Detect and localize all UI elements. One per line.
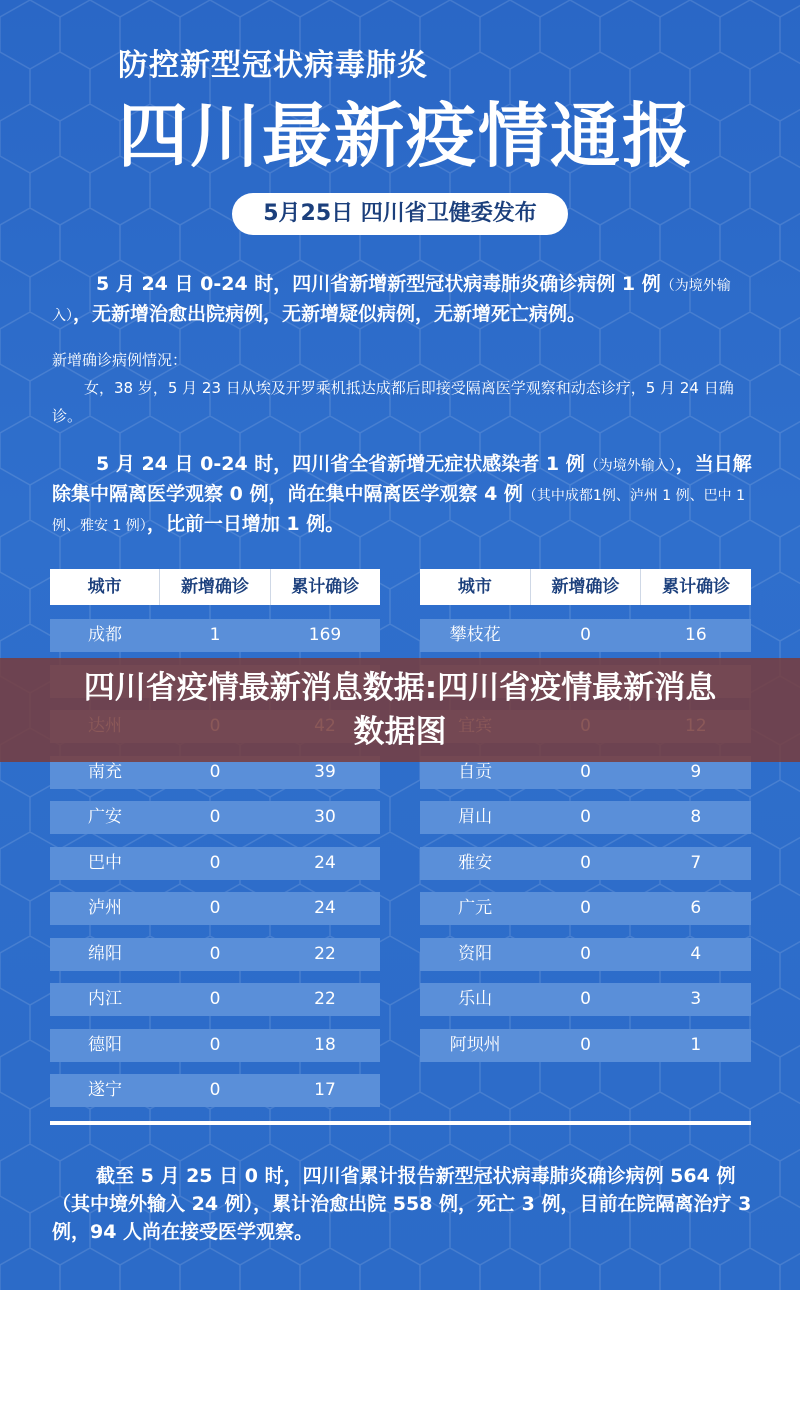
city-cell: 阿坝州 [449, 1034, 501, 1055]
new-cases-cell: 0 [580, 989, 591, 1009]
new-cases-cell: 0 [580, 943, 591, 964]
column-header-new: 新增确诊 [531, 569, 642, 605]
asymptomatic-paragraph [52, 450, 762, 540]
table-row [50, 619, 380, 652]
new-cases-cell: 0 [580, 898, 591, 918]
table-row [50, 801, 380, 834]
table-row [50, 847, 380, 880]
table-row [420, 1029, 751, 1062]
overlay-title-banner [0, 658, 800, 762]
table-row [50, 938, 380, 971]
city-cell: 成都 [88, 625, 122, 645]
new-cases-cell: 0 [209, 1034, 221, 1055]
poster-subtitle: 防控新型冠状病毒肺炎 [118, 48, 428, 83]
total-cases-cell: 6 [690, 898, 702, 918]
overlay-title-line1: 四川省疫情最新消息数据:四川省疫情最新消息 [83, 670, 717, 706]
city-cell: 自贡 [458, 761, 493, 782]
column-header-city: 城市 [420, 569, 531, 605]
new-cases-cell: 0 [580, 807, 591, 827]
table-row [420, 938, 751, 971]
city-cell: 广元 [458, 898, 493, 918]
table-row [420, 983, 751, 1016]
new-cases-cell: 0 [580, 761, 591, 782]
total-cases-cell: 1 [690, 1034, 702, 1055]
table-header-right [420, 569, 751, 605]
new-cases-cell: 0 [580, 852, 591, 873]
new-cases-cell: 0 [209, 852, 221, 873]
city-cell: 泸州 [88, 898, 122, 918]
total-cases-cell: 4 [690, 943, 702, 964]
total-cases-cell: 24 [314, 852, 336, 873]
city-cell: 德阳 [88, 1034, 122, 1055]
total-cases-cell: 22 [314, 989, 336, 1009]
column-header-total: 累计确诊 [291, 577, 360, 597]
release-date-badge: 5月25日 四川省卫健委发布 [232, 193, 568, 235]
table-row [50, 983, 380, 1016]
cumulative-summary: 截至 5 月 25 日 0 时，四川省累计报告新型冠状病毒肺炎确诊病例 564 例（其中境外输入 24 例），累计治愈出院 558 例，死亡 3 例，目前在院隔离治疗 3 例，94 人尚在接受医学观察。 [52, 1165, 752, 1243]
new-cases-cell: 0 [209, 898, 221, 918]
total-cases-cell: 9 [690, 761, 702, 782]
city-cell: 广安 [88, 807, 122, 827]
total-cases-cell: 8 [690, 807, 702, 827]
new-cases-cell: 0 [580, 1034, 591, 1055]
new-cases-cell: 0 [209, 943, 221, 964]
new-cases-cell: 0 [209, 807, 221, 827]
total-cases-cell: 3 [690, 989, 702, 1009]
poster-title: 四川最新疫情通报 [118, 95, 694, 177]
new-cases-text: 5 月 24 日 0-24 时，四川省新增新型冠状病毒肺炎确诊病例 1 例 [96, 273, 661, 295]
table-row [50, 1029, 380, 1062]
table-row [420, 801, 751, 834]
new-cases-cell: 0 [580, 625, 591, 645]
city-cell: 眉山 [458, 807, 493, 827]
total-cases-cell: 17 [314, 1080, 336, 1100]
city-cell: 南充 [88, 761, 122, 782]
city-cell: 巴中 [88, 852, 122, 873]
total-cases-cell: 169 [308, 625, 342, 645]
total-cases-cell: 7 [690, 852, 702, 873]
new-cases-paragraph [52, 270, 762, 330]
column-header-new: 新增确诊 [160, 569, 270, 605]
asymptomatic-mid: ，当日解除集中隔离医学观察 0 例，尚在集中隔离医学观察 4 例 [52, 453, 752, 505]
total-cases-cell: 16 [685, 625, 707, 645]
new-cases-cell: 1 [209, 625, 221, 645]
asymptomatic-note: （为境外输入） [584, 458, 676, 474]
new-cases-tail: ，无新增治愈出院病例，无新增疑似病例，无新增死亡病例。 [73, 303, 587, 325]
city-cell: 资阳 [458, 943, 493, 964]
column-header-total: 累计确诊 [662, 577, 731, 597]
city-cell: 遂宁 [88, 1080, 122, 1100]
table-row [420, 847, 751, 880]
table-header-left [50, 569, 380, 605]
new-cases-cell: 0 [209, 1080, 221, 1100]
city-cell: 雅安 [458, 852, 493, 873]
asymptomatic-breakdown: （其中成都1例、泸州 1 例、巴中 1 例、雅安 1 例） [52, 488, 745, 534]
overlay-title-line2: 数据图 [353, 714, 447, 750]
table-row [420, 619, 751, 652]
total-cases-cell: 30 [314, 807, 336, 827]
total-cases-cell: 22 [314, 943, 336, 964]
asymptomatic-text: 5 月 24 日 0-24 时，四川省全省新增无症状感染者 1 例 [96, 453, 585, 475]
city-cell: 攀枝花 [449, 625, 501, 645]
total-cases-cell: 18 [314, 1034, 336, 1055]
table-row [50, 892, 380, 925]
total-cases-cell: 24 [314, 898, 336, 918]
new-cases-cell: 0 [209, 989, 221, 1009]
city-cell: 绵阳 [88, 943, 122, 964]
table-row [420, 892, 751, 925]
total-cases-cell: 39 [314, 761, 336, 782]
new-cases-note: （为境外输入） [52, 278, 731, 324]
new-cases-cell: 0 [209, 761, 221, 782]
column-header-city: 城市 [50, 569, 160, 605]
table-row [50, 1074, 380, 1107]
city-cell: 乐山 [458, 989, 493, 1009]
footer [0, 1290, 800, 1422]
city-cell: 内江 [88, 989, 122, 1009]
asymptomatic-tail: ，比前一日增加 1 例。 [146, 513, 345, 535]
table-bottom-rule [50, 1121, 751, 1125]
case-detail-heading: 新增确诊病例情况： [52, 351, 188, 369]
case-detail-text: 女，38 岁，5 月 23 日从埃及开罗乘机抵达成都后即接受隔离医学观察和动态诊疗，5 月 24 日确诊。 [52, 379, 734, 425]
